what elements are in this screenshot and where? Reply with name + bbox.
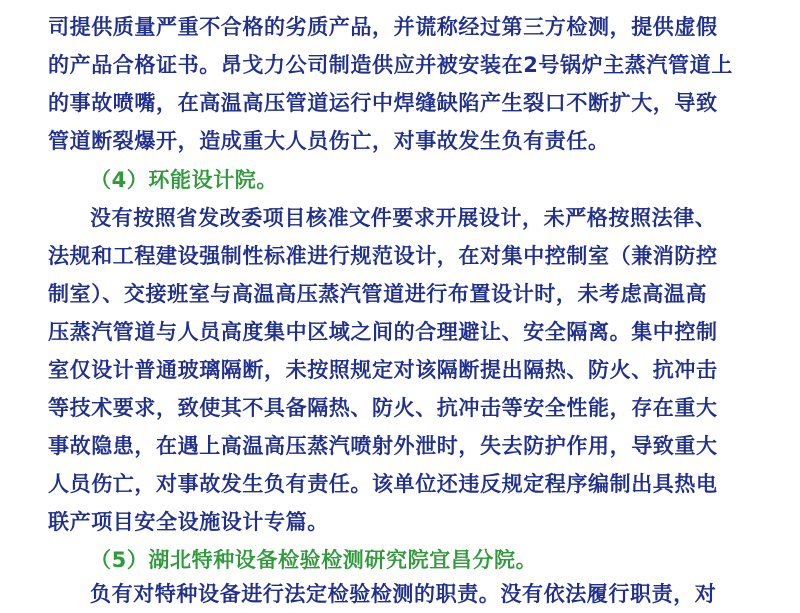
text-line-10: 室仅设计普通玻璃隔断，未按照规定对该隔断提出隔热、防火、抗冲击 (48, 358, 718, 382)
text-line-9: 压蒸汽管道与人员高度集中区域之间的合理避让、安全隔离。集中控制 (48, 320, 718, 344)
text-line-12: 事故隐患，在遇上高温高压蒸汽喷射外泄时，失去防护作用，导致重大 (48, 434, 718, 458)
paragraph-first-line: 没有按照省发改委项目核准文件要求开展设计，未严格按照法律、 (90, 206, 717, 230)
text-line-2: 的产品合格证书。昂戈力公司制造供应并被安装在2号锅炉主蒸汽管道上 (48, 53, 733, 77)
text-line-3: 的事故喷嘴，在高温高压管道运行中焊缝缺陷产生裂口不断扩大，导致 (48, 91, 718, 115)
paragraph-first-line-2: 负有对特种设备进行法定检验检测的职责。没有依法履行职责，对 (90, 582, 717, 606)
section-heading-5: （5）湖北特种设备检验检测研究院宜昌分院。 (90, 548, 538, 572)
text-line-8: 制室）、交接班室与高温高压蒸汽管道进行布置设计时，未考虑高温高 (48, 282, 708, 306)
text-line-11: 等技术要求，致使其不具备隔热、防火、抗冲击等安全性能，存在重大 (48, 396, 718, 420)
text-line-1: 司提供质量严重不合格的劣质产品，并谎称经过第三方检测，提供虚假 (48, 15, 718, 39)
text-line-4: 管道断裂爆开，造成重大人员伤亡，对事故发生负有责任。 (48, 129, 610, 153)
text-line-7: 法规和工程建设强制性标准进行规范设计，在对集中控制室（兼消防控 (48, 244, 718, 268)
section-heading-4: （4）环能设计院。 (90, 168, 279, 192)
text-line-13: 人员伤亡，对事故发生负有责任。该单位还违反规定程序编制出具热电 (48, 472, 718, 496)
text-line-14: 联产项目安全设施设计专篇。 (48, 510, 329, 534)
